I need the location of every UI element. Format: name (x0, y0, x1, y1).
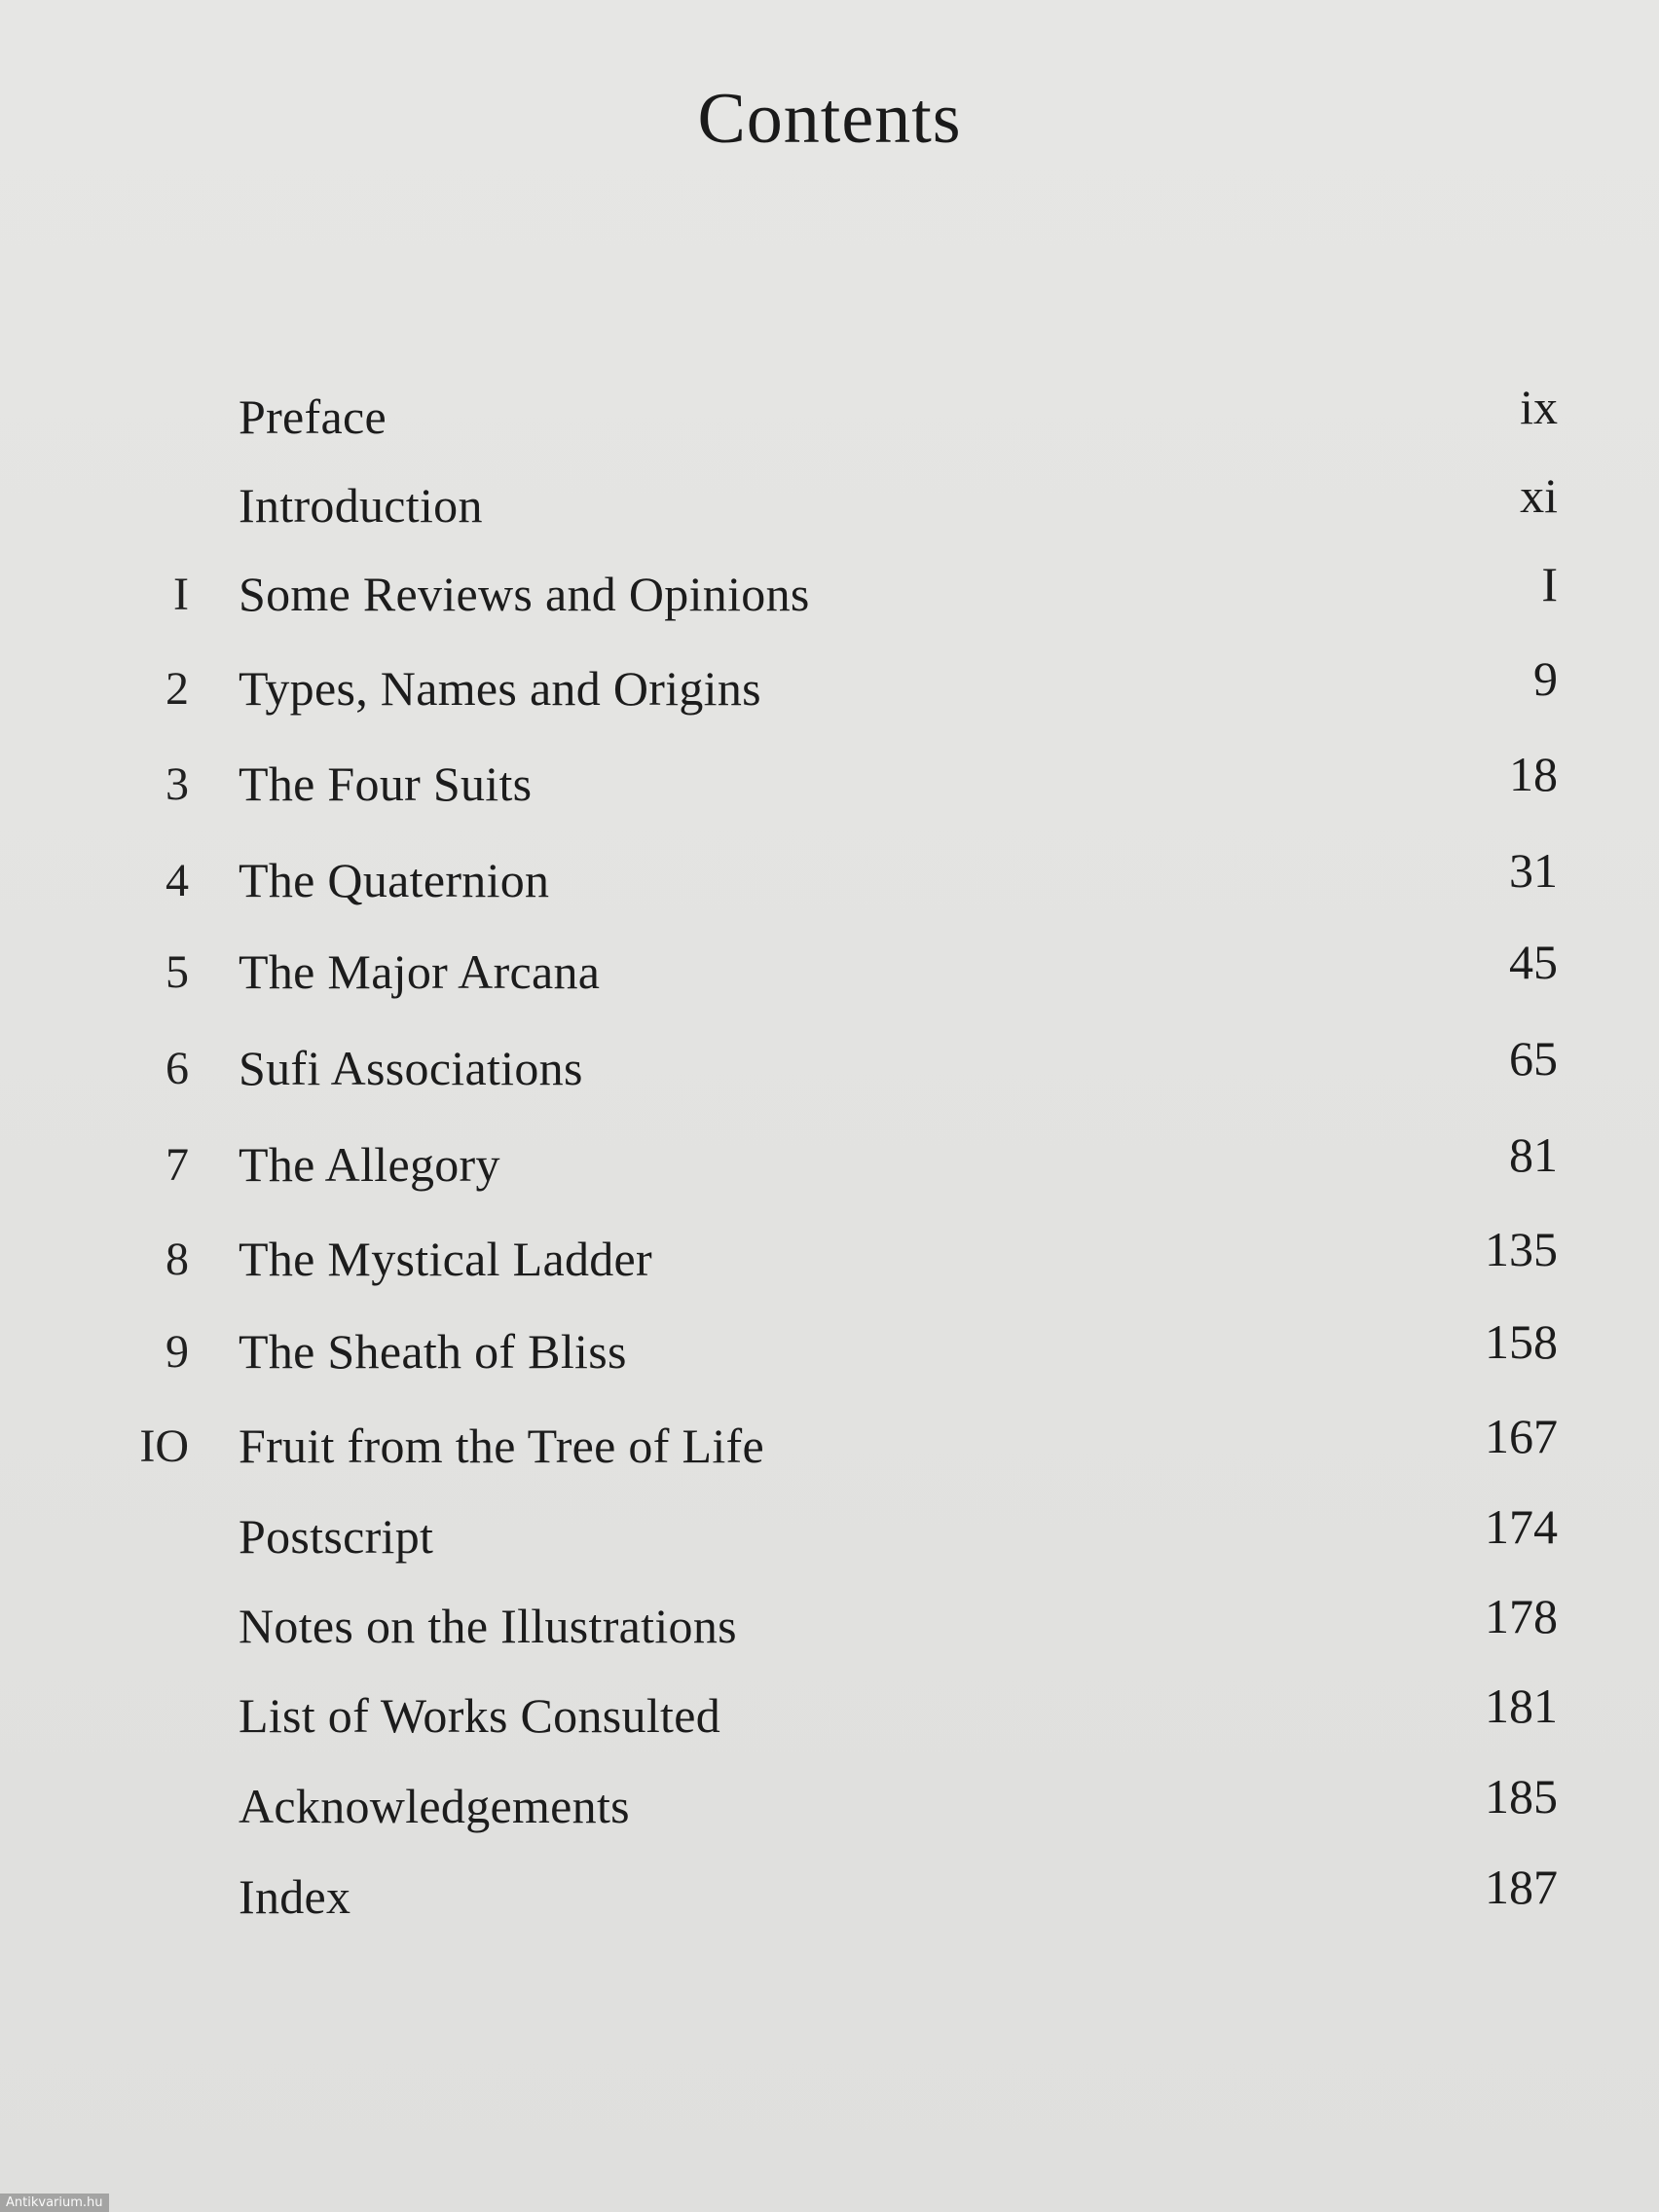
toc-entry-number: 3 (166, 758, 189, 810)
toc-entry-title: List of Works Consulted (239, 1688, 721, 1743)
toc-entry-number: 9 (166, 1326, 189, 1378)
toc-entry-page: ix (1520, 380, 1558, 434)
toc-entry-page: 187 (1485, 1860, 1558, 1914)
toc-entry-page: 181 (1485, 1678, 1558, 1733)
toc-entry-title: Types, Names and Origins (239, 661, 761, 716)
toc-entry-title: Introduction (239, 478, 483, 533)
watermark: Antikvarium.hu (0, 2194, 109, 2212)
toc-entry-chapter-6 (0, 1024, 1659, 1095)
toc-entry-chapter-2 (0, 645, 1659, 716)
toc-entry-chapter-7 (0, 1121, 1659, 1192)
toc-entry-number: 6 (166, 1043, 189, 1094)
toc-entry-index (0, 1853, 1659, 1924)
toc-entry-number: 5 (166, 946, 189, 998)
toc-entry-number: 7 (166, 1139, 189, 1191)
toc-entry-page: 9 (1533, 651, 1558, 706)
toc-entry-chapter-3 (0, 740, 1659, 811)
page-title: Contents (697, 79, 962, 159)
toc-entry-page: 158 (1485, 1314, 1558, 1369)
toc-entry-chapter-4 (0, 836, 1659, 907)
toc-entry-introduction (0, 461, 1659, 533)
toc-entry-preface (0, 373, 1659, 444)
toc-entry-title: The Four Suits (239, 756, 533, 811)
toc-entry-chapter-10 (0, 1402, 1659, 1473)
toc-entry-chapter-8 (0, 1215, 1659, 1286)
toc-entry-page: 135 (1485, 1222, 1558, 1276)
toc-entry-title: Some Reviews and Opinions (239, 567, 810, 621)
toc-entry-page: 185 (1485, 1769, 1558, 1824)
toc-entry-title: The Sheath of Bliss (239, 1324, 627, 1379)
toc-entry-page: 178 (1485, 1589, 1558, 1643)
toc-entry-title: Acknowledgements (239, 1779, 630, 1833)
toc-entry-page: 174 (1485, 1499, 1558, 1554)
toc-entry-number: 8 (166, 1234, 189, 1285)
toc-entry-title: The Quaternion (239, 853, 550, 907)
toc-entry-page: I (1541, 557, 1558, 611)
toc-entry-chapter-9 (0, 1308, 1659, 1379)
toc-entry-number: I (173, 569, 189, 620)
toc-entry-page: xi (1520, 468, 1558, 523)
toc-entry-notes-on-illustrations (0, 1582, 1659, 1653)
toc-entry-number: 2 (166, 663, 189, 715)
toc-entry-title: The Mystical Ladder (239, 1232, 652, 1286)
toc-entry-postscript (0, 1493, 1659, 1564)
toc-entry-title: Notes on the Illustrations (239, 1599, 737, 1653)
toc-entry-page: 18 (1509, 747, 1558, 801)
toc-entry-number: IO (139, 1420, 189, 1472)
toc-entry-title: The Major Arcana (239, 944, 601, 999)
toc-entry-title: Sufi Associations (239, 1041, 583, 1095)
toc-entry-title: Fruit from the Tree of Life (239, 1419, 764, 1473)
toc-entry-number: 4 (166, 855, 189, 906)
toc-entry-page: 81 (1509, 1127, 1558, 1182)
toc-entry-acknowledgements (0, 1762, 1659, 1833)
toc-entry-page: 45 (1509, 935, 1558, 989)
toc-entry-chapter-5 (0, 928, 1659, 999)
toc-entry-chapter-1 (0, 550, 1659, 621)
toc-entry-title: Index (239, 1869, 351, 1924)
toc-entry-page: 31 (1509, 843, 1558, 898)
toc-entry-title: Preface (239, 389, 387, 444)
toc-entry-page: 167 (1485, 1409, 1558, 1463)
toc-entry-title: The Allegory (239, 1137, 500, 1192)
toc-entry-title: Postscript (239, 1509, 434, 1564)
toc-entry-page: 65 (1509, 1031, 1558, 1086)
toc-entry-works-consulted (0, 1672, 1659, 1743)
